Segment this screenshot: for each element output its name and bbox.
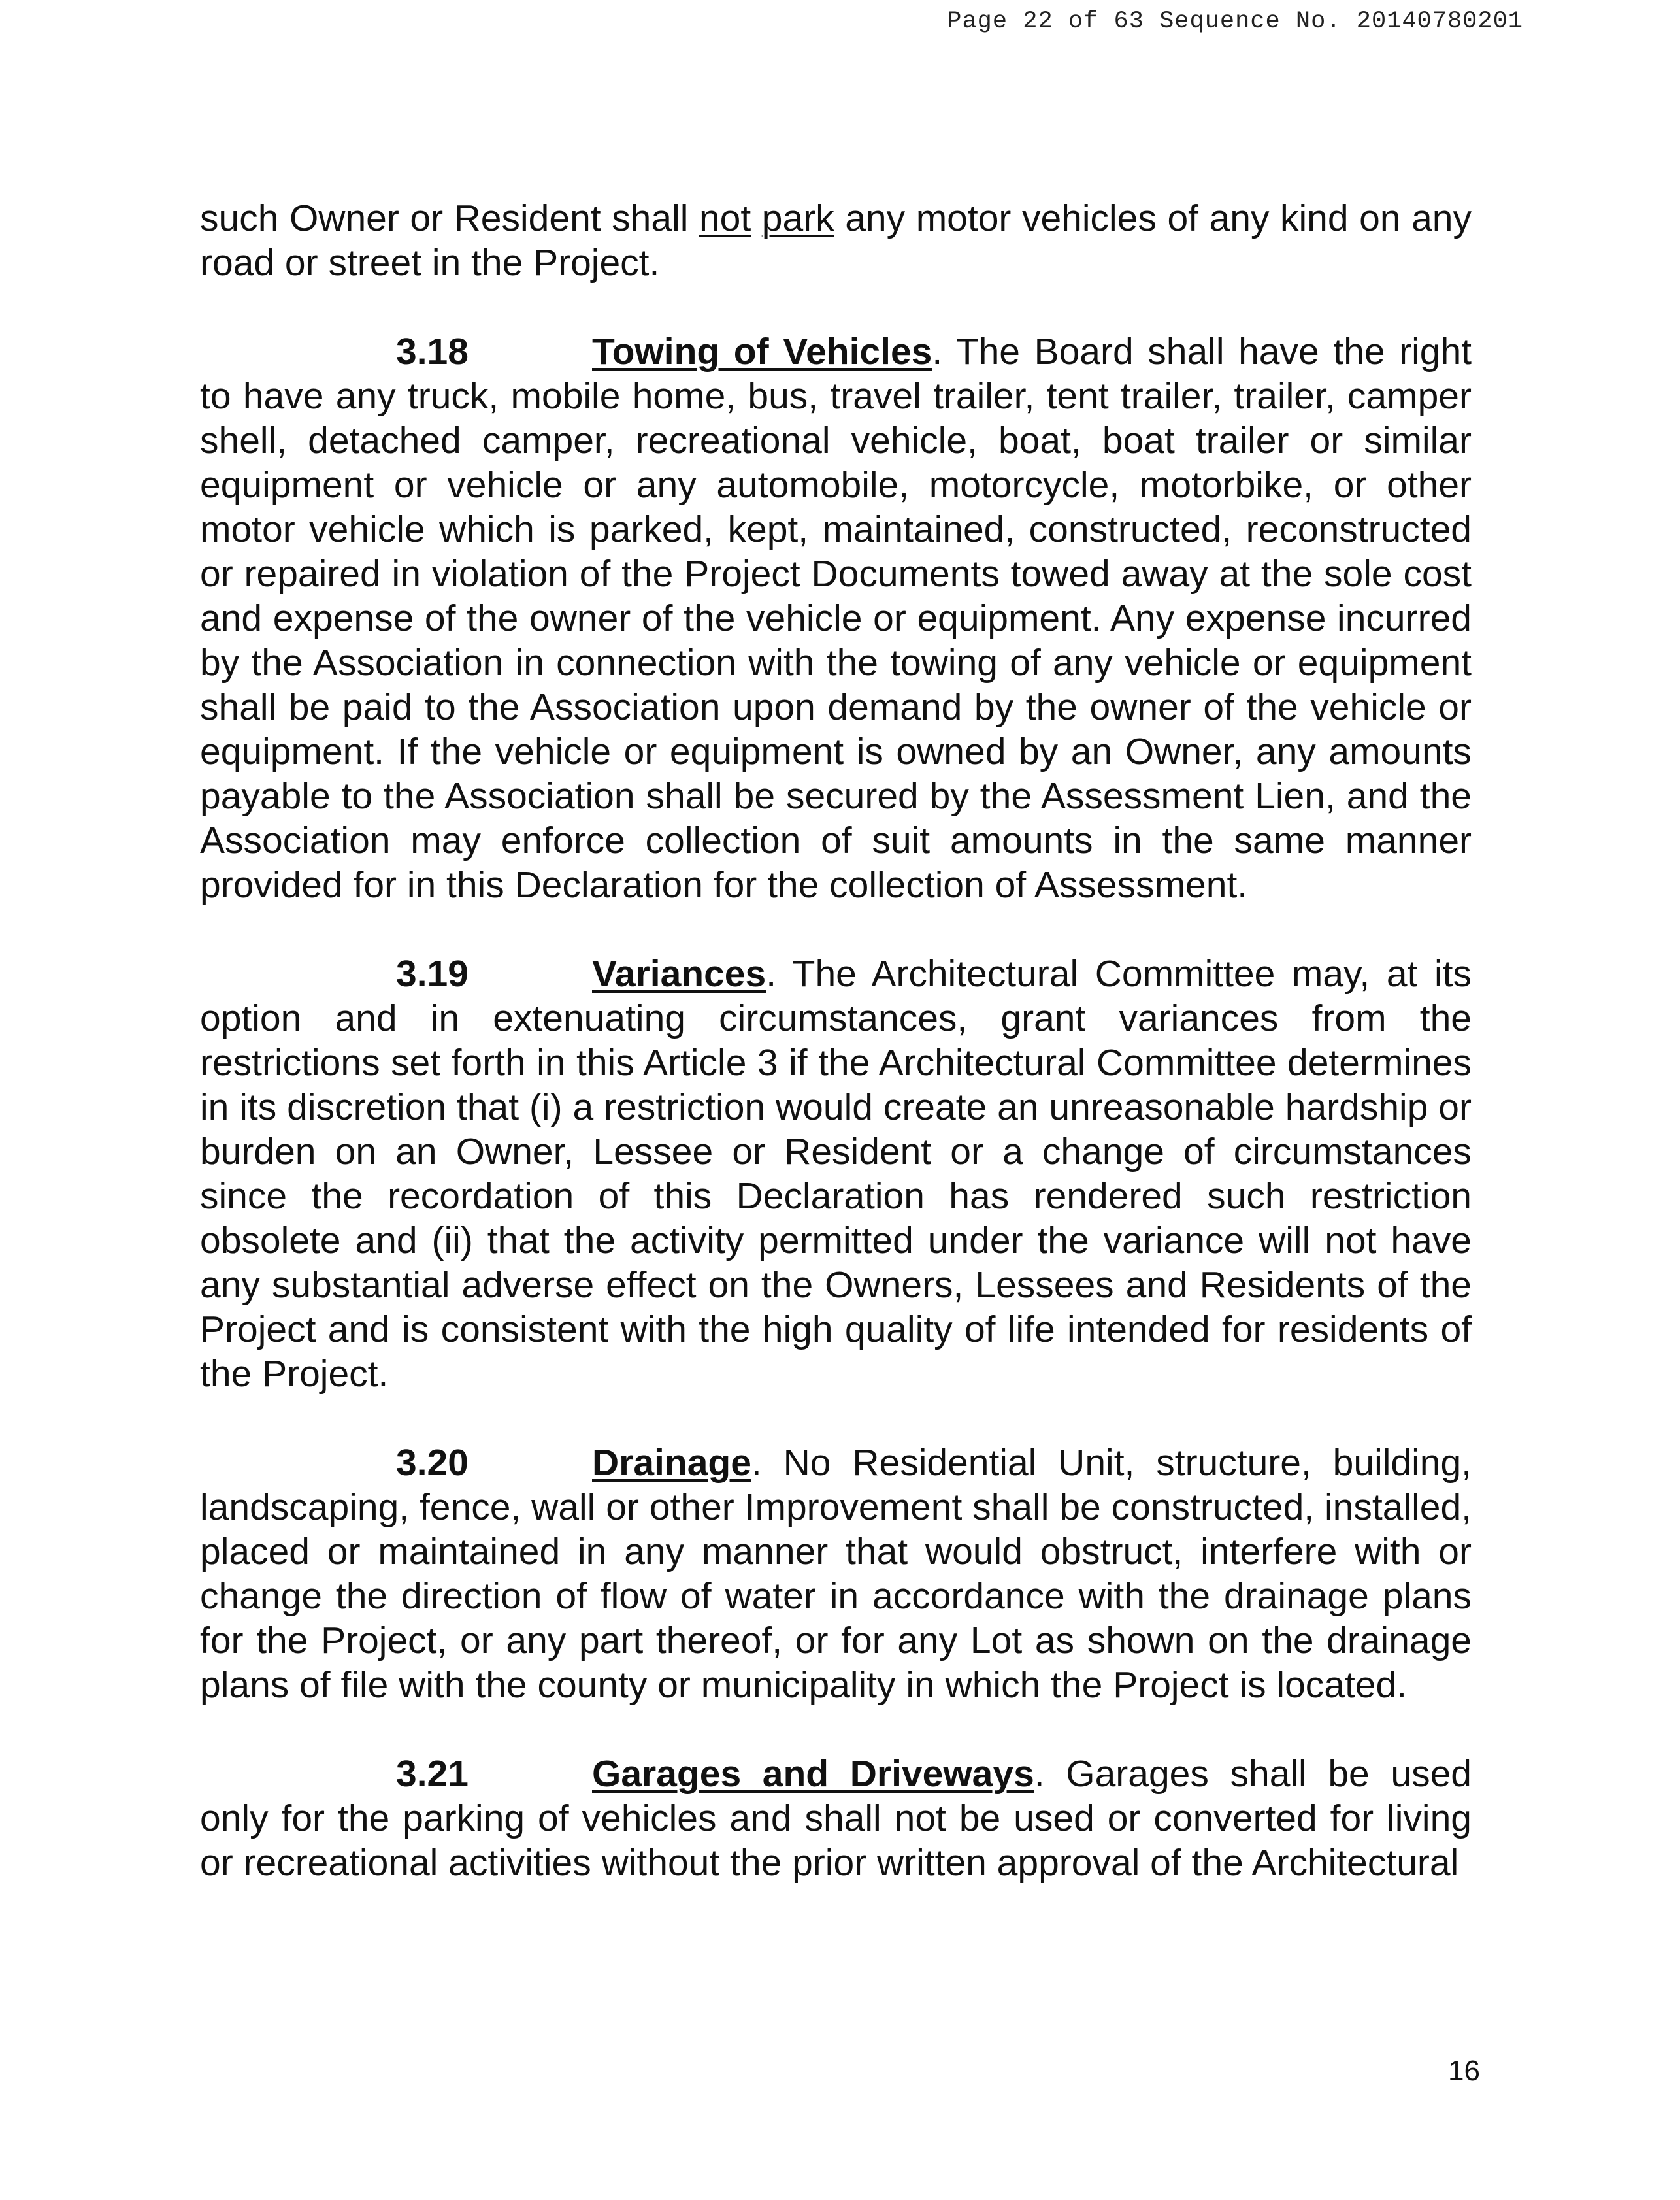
section-3-21 [200, 1752, 1472, 1885]
section-number: 3.18 [396, 331, 469, 373]
page-number: 16 [1448, 2055, 1480, 2087]
section-title: Variances [592, 953, 766, 995]
page-sequence-header: Page 22 of 63 Sequence No. 20140780201 [947, 8, 1523, 35]
section-body: . The Architectural Committee may, at its option and in extenuating circumstances, grant variances from the restrictions set forth in this Article 3 if the Architectural Committee determines in its discretion that (i) a restriction would create an unreasonable hardship or burden on an Owner, Lessee or Resident or a change of circumstances since the recordation of this Declaration has rendered such restriction obsolete and (ii) that the activity permitted under the variance will not have any substantial adverse effect on the Owners, Lessees and Residents of the Project and is consistent with the high quality of life intended for residents of the Project. [200, 953, 1472, 1395]
section-3-20 [200, 1441, 1472, 1707]
section-title: Drainage [592, 1442, 751, 1484]
section-body: . The Board shall have the right to have any truck, mobile home, bus, travel trailer, tent trailer, trailer, camper shell, detached camper, recreational vehicle, boat, boat trailer or similar equipment or vehicle or any automobile, motorcycle, motorbike, or other motor vehicle which is parked, kept, maintained, constructed, reconstructed or repaired in violation of the Project Documents towed away at the sole cost and expense of the owner of the vehicle or equipment. Any expense incurred by the Association in connection with the towing of any vehicle or equipment shall be paid to the Association upon demand by the owner of the vehicle or equipment. If the vehicle or equipment is owned by an Owner, any amounts payable to the Association shall be secured by the Assessment Lien, and the Association may enforce collection of suit amounts in the same manner provided for in this Declaration for the collection of Assessment. [200, 331, 1472, 906]
continuation-paragraph [200, 196, 1472, 285]
section-number: 3.19 [396, 953, 469, 995]
section-number: 3.21 [396, 1753, 469, 1795]
emphasis-park: park [761, 197, 834, 239]
section-number: 3.20 [396, 1442, 469, 1484]
section-3-19 [200, 952, 1472, 1396]
continuation-text-before: such Owner or Resident shall [200, 197, 699, 239]
continuation-text-after: any motor vehicles of any kind on any road or street in the Project. [200, 197, 1472, 284]
section-body: . No Residential Unit, structure, building, landscaping, fence, wall or other Improvement shall be constructed, installed, placed or maintained in any manner that would obstruct, interfere with or change the direction of flow of water in accordance with the drainage plans for the Project, or any part thereof, or for any Lot as shown on the drainage plans of file with the county or municipality in which the Project is located. [200, 1442, 1472, 1706]
emphasis-not: not [699, 197, 751, 239]
document-body [200, 196, 1472, 1929]
section-3-18 [200, 329, 1472, 907]
section-body: . Garages shall be used only for the parking of vehicles and shall not be used or converted for living or recreational activities without the prior written approval of the Architectural [200, 1753, 1472, 1884]
section-title: Towing of Vehicles [592, 331, 932, 373]
section-title: Garages and Driveways [592, 1753, 1034, 1795]
